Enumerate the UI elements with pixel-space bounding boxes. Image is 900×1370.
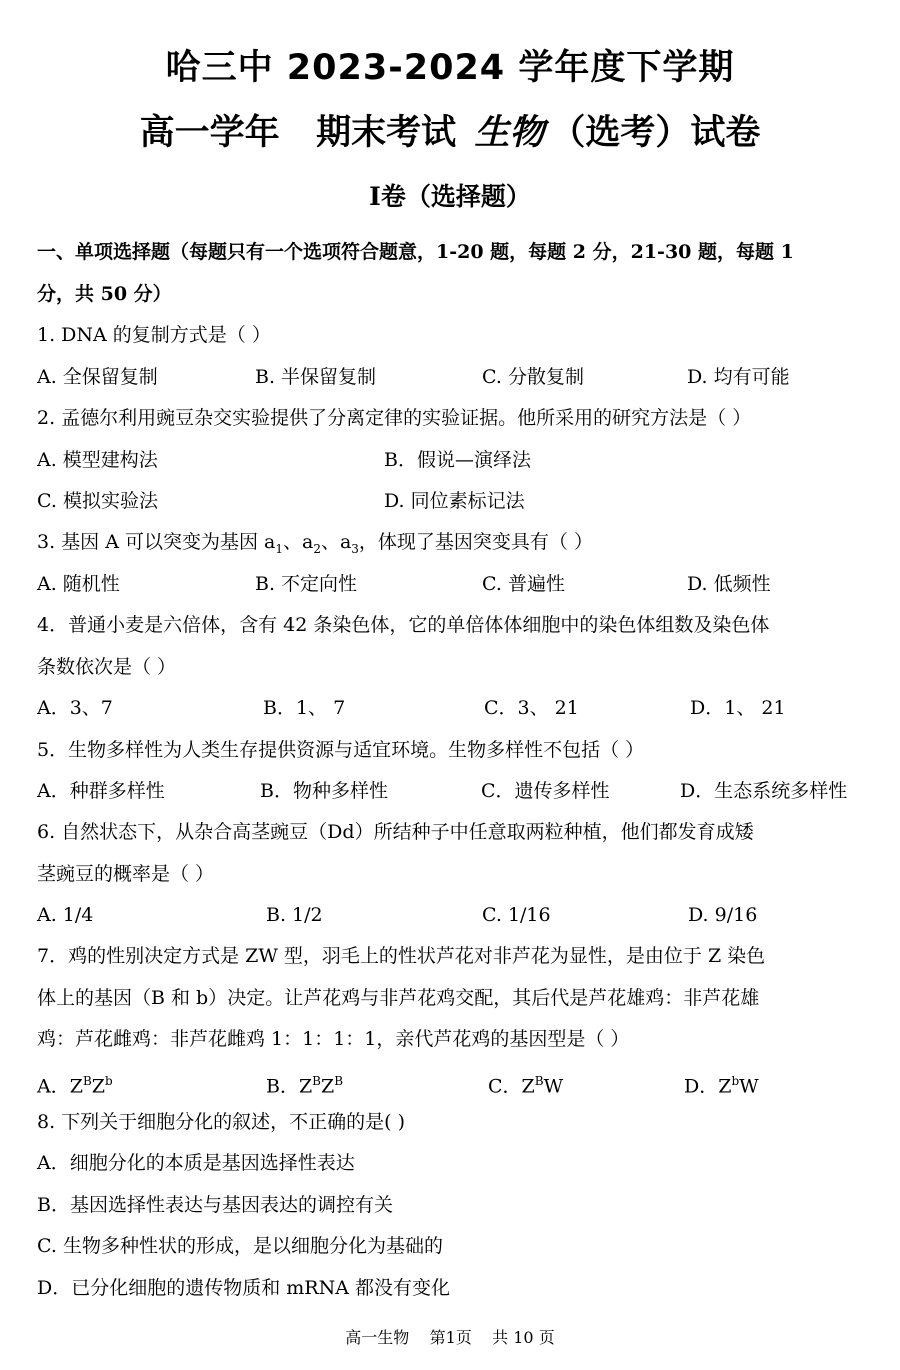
question-8-stem: 8. 下列关于细胞分化的叙述，不正确的是( ) — [37, 1111, 406, 1133]
question-6-stem-line1: 6. 自然状态下，从杂合高茎豌豆（Dd）所结种子中任意取两粒种植，他们都发育成矮 — [37, 821, 754, 843]
option-text: Z — [321, 1075, 335, 1098]
question-8-option-a: A．细胞分化的本质是基因选择性表达 — [37, 1152, 355, 1174]
option-text: C．Z — [488, 1075, 535, 1098]
title-subject: 生物 — [474, 112, 545, 153]
page-footer: 高一生物 第1页 共 10 页 — [345, 1328, 555, 1347]
question-3-option-b: B. 不定向性 — [255, 573, 358, 595]
question-5-stem: 5．生物多样性为人类生存提供资源与适宜环境。生物多样性不包括（ ） — [37, 739, 645, 761]
question-5-option-c: C．遗传多样性 — [481, 780, 610, 802]
superscript: B — [534, 1074, 544, 1088]
question-4-option-a: A．3、7 — [37, 697, 113, 719]
question-4-option-b: B．1、 7 — [263, 697, 346, 719]
question-2-option-a: A. 模型建构法 — [37, 449, 158, 471]
title-part-b: （选考）试卷 — [550, 113, 761, 153]
question-7-option-b — [266, 1069, 343, 1098]
superscript: B — [312, 1074, 321, 1088]
question-3-option-d: D. 低频性 — [687, 573, 771, 595]
section-title: Ⅰ卷（选择题） — [369, 182, 531, 211]
question-6-stem-line2: 茎豌豆的概率是（ ） — [37, 863, 215, 885]
question-6-option-a: A. 1/4 — [37, 904, 94, 926]
option-text: W — [739, 1075, 759, 1098]
question-5-option-d: D．生态系统多样性 — [680, 780, 848, 802]
superscript: B — [82, 1074, 92, 1088]
question-2-option-c: C. 模拟实验法 — [37, 490, 158, 512]
exam-title-line1: 哈三中 2023-2024 学年度下学期 — [165, 48, 735, 88]
question-7-option-c — [488, 1069, 563, 1098]
question-1-stem: 1. DNA 的复制方式是（ ） — [37, 324, 271, 346]
subscript: 1 — [275, 541, 283, 556]
question-8-option-d: D．已分化细胞的遗传物质和 mRNA 都没有变化 — [37, 1277, 450, 1299]
question-8-option-b: B．基因选择性表达与基因表达的调控有关 — [37, 1194, 393, 1216]
question-3-option-c: C. 普遍性 — [482, 573, 565, 595]
question-6-option-c: C. 1/16 — [482, 904, 551, 926]
question-4-option-c: C．3、 21 — [484, 697, 579, 719]
option-text: Z — [91, 1075, 105, 1098]
question-1-option-c: C. 分散复制 — [482, 366, 584, 388]
question-6-option-b: B. 1/2 — [266, 904, 323, 926]
stem-text: 3. 基因 A 可以突变为基因 a — [37, 531, 276, 553]
question-5-option-a: A．种群多样性 — [37, 780, 165, 802]
option-text: D．Z — [684, 1075, 732, 1098]
question-8-option-c: C. 生物多种性状的形成，是以细胞分化为基础的 — [37, 1235, 443, 1257]
question-3-option-a: A. 随机性 — [37, 573, 120, 595]
question-7-stem-line2: 体上的基因（B 和 b）决定。让芦花鸡与非芦花鸡交配，其后代是芦花雄鸡：非芦花雄 — [37, 987, 760, 1009]
title-part-a: 高一学年 期末考试 — [139, 113, 469, 153]
superscript: B — [334, 1074, 344, 1088]
question-4-stem-line2: 条数依次是（ ） — [37, 656, 177, 678]
option-text: B．Z — [266, 1075, 313, 1098]
option-text: A．Z — [37, 1075, 83, 1098]
question-2-option-b: B．假说—演绎法 — [384, 449, 531, 471]
question-1-option-a: A. 全保留复制 — [37, 366, 158, 388]
question-7-option-d — [684, 1069, 759, 1098]
question-1-option-b: B. 半保留复制 — [255, 366, 377, 388]
question-6-option-d: D. 9/16 — [688, 904, 758, 926]
question-2-stem: 2. 孟德尔利用豌豆杂交实验提供了分离定律的实验证据。他所采用的研究方法是（ ） — [37, 407, 752, 429]
question-2-option-d: D. 同位素标记法 — [384, 490, 525, 512]
instructions-line2: 分，共 50 分） — [37, 283, 172, 305]
stem-text: 、a — [320, 531, 352, 553]
option-text: W — [543, 1075, 564, 1098]
question-7-option-a — [37, 1069, 113, 1098]
question-4-option-d: D．1、 21 — [690, 697, 786, 719]
instructions-line1: 一、单项选择题（每题只有一个选项符合题意，1-20 题，每题 2 分，21-30 题，每题 1 — [37, 241, 794, 263]
stem-text: 、a — [282, 531, 314, 553]
question-4-stem-line1: 4．普通小麦是六倍体，含有 42 条染色体，它的单倍体体细胞中的染色体组数及染色体 — [37, 614, 770, 636]
question-3-stem — [37, 530, 593, 561]
question-5-option-b: B．物种多样性 — [260, 780, 388, 802]
superscript: b — [731, 1074, 740, 1088]
stem-text: ，体现了基因突变具有（ ） — [358, 531, 593, 553]
question-7-stem-line3: 鸡：芦花雌鸡：非芦花雌鸡 1：1：1：1，亲代芦花鸡的基因型是（ ） — [37, 1028, 630, 1050]
subscript: 3 — [351, 541, 359, 556]
question-1-option-d: D. 均有可能 — [687, 366, 790, 388]
question-7-stem-line1: 7．鸡的性别决定方式是 ZW 型，羽毛上的性状芦花对非芦花为显性，是由位于 Z 染色 — [37, 945, 766, 967]
subscript: 2 — [313, 541, 321, 556]
superscript: b — [104, 1074, 113, 1088]
exam-title-line2 — [0, 105, 900, 155]
